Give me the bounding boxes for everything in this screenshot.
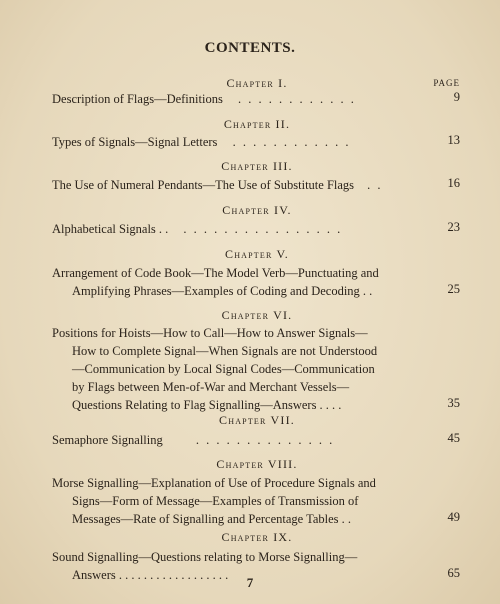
page-number: 25 bbox=[447, 282, 460, 296]
page-column-header: PAGE bbox=[433, 78, 460, 88]
chapter-heading: Chapter II. bbox=[223, 117, 291, 131]
entry-text: Positions for Hoists—How to Call—How to Answer Signals— bbox=[52, 326, 368, 340]
entry-text: Description of Flags—Definitions . . . . . . . . . . . . bbox=[52, 92, 356, 106]
toc-entry bbox=[52, 324, 460, 414]
page-number: 23 bbox=[447, 220, 460, 234]
chapter-heading: Chapter V. bbox=[224, 247, 290, 261]
entry-text: Sound Signalling—Questions relating to Morse Signalling— bbox=[52, 550, 358, 564]
chapter-heading: Chapter IV. bbox=[222, 203, 292, 217]
entry-text: Questions Relating to Flag Signalling—Answers . . . . bbox=[72, 398, 342, 412]
entry-text: How to Complete Signal—When Signals are not Understood bbox=[72, 344, 378, 358]
toc-entry bbox=[52, 133, 460, 151]
chapter-heading: Chapter IX. bbox=[221, 530, 293, 544]
toc-entry bbox=[52, 264, 460, 300]
folio-number: 7 bbox=[246, 575, 254, 590]
page-number: 65 bbox=[447, 566, 460, 580]
entry-text: by Flags between Men-of-War and Merchant Vessels— bbox=[72, 380, 350, 394]
chapter-heading: Chapter VII. bbox=[219, 413, 295, 427]
page-number: 35 bbox=[447, 396, 460, 410]
page-number: 49 bbox=[447, 510, 460, 524]
toc-entry bbox=[52, 176, 460, 194]
entry-text: Answers . . . . . . . . . . . . . . . . . . bbox=[72, 568, 229, 582]
entry-text: —Communication by Local Signal Codes—Communication bbox=[72, 362, 375, 376]
entry-text: Alphabetical Signals . . . . . . . . . . . . . . . . . . bbox=[52, 222, 343, 236]
chapter-heading: Chapter VI. bbox=[221, 308, 293, 322]
entry-text: Signs—Form of Message—Examples of Transmission of bbox=[72, 494, 359, 508]
entry-text: Semaphore Signalling . . . . . . . . . . . . . . bbox=[52, 433, 335, 447]
entry-text: Amplifying Phrases—Examples of Coding and Decoding . . bbox=[72, 284, 373, 298]
page-number: 16 bbox=[447, 176, 460, 190]
entry-text: Types of Signals—Signal Letters . . . . . . . . . . . . bbox=[52, 135, 351, 149]
chapter-heading: Chapter VIII. bbox=[216, 457, 298, 471]
toc-entry bbox=[52, 220, 460, 238]
page-number: 9 bbox=[453, 90, 460, 104]
toc-entry bbox=[52, 90, 460, 108]
entry-text: The Use of Numeral Pendants—The Use of Substitute Flags . . bbox=[52, 178, 383, 192]
chapter-heading: Chapter I. bbox=[226, 76, 288, 90]
page-number: 13 bbox=[447, 133, 460, 147]
page-number: 45 bbox=[447, 431, 460, 445]
page-title: CONTENTS. bbox=[204, 40, 296, 56]
chapter-heading: Chapter III. bbox=[221, 159, 293, 173]
entry-text: Arrangement of Code Book—The Model Verb—Punctuating and bbox=[52, 266, 379, 280]
entry-text: Messages—Rate of Signalling and Percentage Tables . . bbox=[72, 512, 352, 526]
toc-entry bbox=[52, 474, 460, 528]
toc-entry bbox=[52, 431, 460, 449]
entry-text: Morse Signalling—Explanation of Use of Procedure Signals and bbox=[52, 476, 376, 490]
